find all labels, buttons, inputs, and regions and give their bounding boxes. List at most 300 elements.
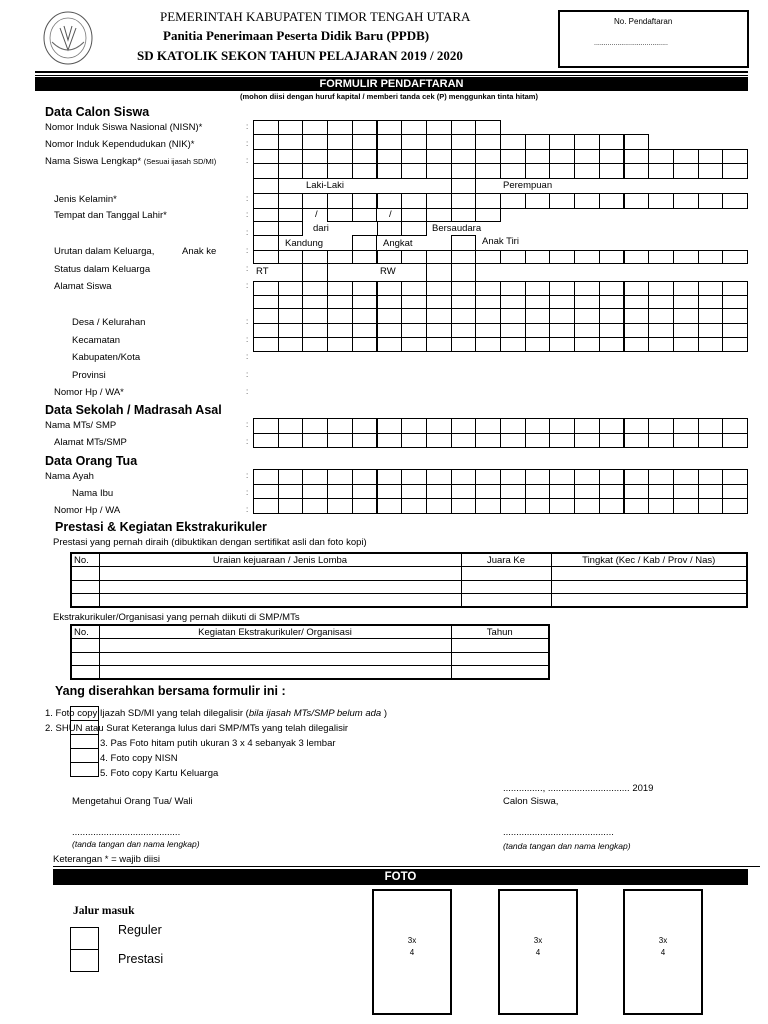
char-box-urutan[interactable] [278,250,304,264]
char-box-nisn[interactable] [475,120,501,135]
char-box-hp-ortu[interactable] [475,498,501,514]
char-box-kabupaten[interactable] [648,337,674,352]
char-box-kecamatan[interactable] [549,323,575,338]
char-box-nama-ibu[interactable] [426,484,452,499]
char-box-nama-ibu[interactable] [500,484,526,499]
char-box-hp-ortu[interactable] [673,498,699,514]
cell[interactable] [461,567,551,581]
char-box-nama-2[interactable] [574,163,600,179]
char-box-jenis-kelamin-extra[interactable] [722,193,748,209]
char-box-nama-ayah[interactable] [574,469,600,485]
char-box-nisn[interactable] [327,120,353,135]
cell[interactable] [551,567,747,581]
cell[interactable] [99,567,461,581]
char-box-kabupaten[interactable] [401,337,427,352]
char-box-alamat-sekolah[interactable] [624,433,650,448]
char-box-nisn[interactable] [377,120,403,135]
char-box-kabupaten[interactable] [451,337,477,352]
char-box-anak-ke[interactable] [377,221,403,236]
char-box-nama-2[interactable] [401,163,427,179]
char-box-alamat-2[interactable] [722,295,748,309]
table-row[interactable] [71,567,747,581]
char-box-nama-2[interactable] [624,163,650,179]
char-box-nama-sekolah[interactable] [500,418,526,434]
cell[interactable] [99,594,461,608]
char-box-jenis-kelamin[interactable] [253,178,279,194]
char-box-nik[interactable] [278,134,304,150]
char-box-anak-ke[interactable] [401,221,427,236]
char-box-status-keluarga[interactable] [352,235,378,251]
char-box-nama-1[interactable] [549,149,575,164]
char-box-hp-ortu[interactable] [327,498,353,514]
char-box-urutan[interactable] [525,250,551,264]
char-box-desa[interactable] [500,308,526,324]
char-box-nama-1[interactable] [352,149,378,164]
char-box-nama-ayah[interactable] [698,469,724,485]
char-box-nik[interactable] [327,134,353,150]
char-box-desa[interactable] [278,308,304,324]
char-box-nama-1[interactable] [574,149,600,164]
char-box-rt-rw[interactable] [426,263,452,282]
cell[interactable] [71,652,99,666]
char-box-alamat-sekolah[interactable] [352,433,378,448]
char-box-desa[interactable] [451,308,477,324]
char-box-desa[interactable] [253,308,279,324]
char-box-nik[interactable] [574,134,600,150]
char-box-jenis-kelamin-extra[interactable] [624,193,650,209]
char-box-urutan[interactable] [426,250,452,264]
char-box-desa[interactable] [377,308,403,324]
char-box-nama-ayah[interactable] [377,469,403,485]
char-box-alamat-2[interactable] [302,295,328,309]
char-box-nik[interactable] [352,134,378,150]
char-box-kabupaten[interactable] [327,337,353,352]
char-box-urutan[interactable] [401,250,427,264]
char-box-alamat-2[interactable] [475,295,501,309]
char-box-tanggal-lahir[interactable] [327,208,353,222]
cell[interactable] [71,567,99,581]
char-box-hp-ortu[interactable] [302,498,328,514]
char-box-anak-ke[interactable] [278,221,304,236]
char-box-desa[interactable] [401,308,427,324]
char-box-nisn[interactable] [451,120,477,135]
photo-box-1[interactable] [372,889,452,1015]
char-box-nama-sekolah[interactable] [327,418,353,434]
char-box-desa[interactable] [352,308,378,324]
signature-line-wali[interactable]: ......................................... [72,827,181,838]
char-box-urutan[interactable] [648,250,674,264]
char-box-kabupaten[interactable] [278,337,304,352]
cell[interactable] [451,652,549,666]
char-box-urutan[interactable] [475,250,501,264]
char-box-alamat-sekolah[interactable] [549,433,575,448]
char-box-nama-sekolah[interactable] [549,418,575,434]
char-box-nama-1[interactable] [451,149,477,164]
char-box-nama-sekolah[interactable] [401,418,427,434]
char-box-nama-ibu[interactable] [673,484,699,499]
char-box-nama-sekolah[interactable] [426,418,452,434]
char-box-alamat-2[interactable] [673,295,699,309]
char-box-nama-ibu[interactable] [302,484,328,499]
char-box-urutan[interactable] [574,250,600,264]
char-box-alamat-1[interactable] [377,281,403,296]
char-box-nama-2[interactable] [352,163,378,179]
char-box-hp-ortu[interactable] [500,498,526,514]
char-box-nama-sekolah[interactable] [599,418,625,434]
char-box-jenis-kelamin-extra[interactable] [574,193,600,209]
char-box-nama-ayah[interactable] [525,469,551,485]
char-box-nama-2[interactable] [648,163,674,179]
char-box-alamat-1[interactable] [253,281,279,296]
photo-box-2[interactable] [498,889,578,1015]
char-box-nama-1[interactable] [599,149,625,164]
char-box-jenis-kelamin-extra[interactable] [302,193,328,209]
char-box-kabupaten[interactable] [722,337,748,352]
char-box-jenis-kelamin-extra[interactable] [525,193,551,209]
char-box-alamat-1[interactable] [451,281,477,296]
char-box-rt-rw[interactable] [451,263,477,282]
char-box-jenis-kelamin-extra[interactable] [451,193,477,209]
char-box-desa[interactable] [673,308,699,324]
char-box-alamat-2[interactable] [698,295,724,309]
table-row[interactable] [71,639,549,653]
char-box-alamat-1[interactable] [599,281,625,296]
char-box-desa[interactable] [624,308,650,324]
char-box-alamat-1[interactable] [525,281,551,296]
signature-line-siswa[interactable]: .......................................... [503,827,614,838]
char-box-jenis-kelamin-extra[interactable] [599,193,625,209]
char-box-alamat-1[interactable] [352,281,378,296]
char-box-alamat-1[interactable] [278,281,304,296]
char-box-nik[interactable] [426,134,452,150]
char-box-alamat-sekolah[interactable] [401,433,427,448]
char-box-nama-2[interactable] [599,163,625,179]
char-box-alamat-2[interactable] [525,295,551,309]
char-box-desa[interactable] [722,308,748,324]
char-box-kecamatan[interactable] [624,323,650,338]
char-box-jenis-kelamin-extra[interactable] [253,193,279,209]
char-box-kabupaten[interactable] [475,337,501,352]
cell[interactable] [71,580,99,594]
char-box-kecamatan[interactable] [426,323,452,338]
char-box-kabupaten[interactable] [549,337,575,352]
char-box-nama-ibu[interactable] [327,484,353,499]
char-box-hp-ortu[interactable] [549,498,575,514]
cell[interactable] [99,666,451,680]
char-box-tanggal-lahir[interactable] [352,208,378,222]
char-box-nama-sekolah[interactable] [624,418,650,434]
char-box-nama-ayah[interactable] [278,469,304,485]
char-box-hp-ortu[interactable] [698,498,724,514]
char-box-alamat-sekolah[interactable] [426,433,452,448]
char-box-hp-ortu[interactable] [599,498,625,514]
char-box-kecamatan[interactable] [574,323,600,338]
char-box-kabupaten[interactable] [599,337,625,352]
char-box-tanggal-lahir[interactable] [475,208,501,222]
char-box-alamat-sekolah[interactable] [451,433,477,448]
char-box-nama-2[interactable] [377,163,403,179]
char-box-nama-ibu[interactable] [451,484,477,499]
char-box-jenis-kelamin-extra[interactable] [500,193,526,209]
char-box-kabupaten[interactable] [253,337,279,352]
char-box-alamat-sekolah[interactable] [278,433,304,448]
char-box-kabupaten[interactable] [500,337,526,352]
char-box-nama-2[interactable] [500,163,526,179]
char-box-jenis-kelamin-extra[interactable] [648,193,674,209]
cell[interactable] [461,594,551,608]
char-box-nama-ayah[interactable] [549,469,575,485]
char-box-jenis-kelamin-extra[interactable] [475,193,501,209]
cell[interactable] [461,580,551,594]
char-box-nama-1[interactable] [278,149,304,164]
char-box-nama-ibu[interactable] [722,484,748,499]
char-box-alamat-2[interactable] [500,295,526,309]
char-box-kecamatan[interactable] [648,323,674,338]
char-box-nama-1[interactable] [253,149,279,164]
char-box-urutan[interactable] [698,250,724,264]
char-box-kabupaten[interactable] [698,337,724,352]
char-box-jenis-kelamin-extra[interactable] [401,193,427,209]
char-box-kecamatan[interactable] [698,323,724,338]
char-box-nama-ayah[interactable] [352,469,378,485]
char-box-nama-2[interactable] [253,163,279,179]
char-box-urutan[interactable] [722,250,748,264]
char-box-nama-ayah[interactable] [327,469,353,485]
char-box-kecamatan[interactable] [278,323,304,338]
char-box-nama-ibu[interactable] [599,484,625,499]
cell[interactable] [451,639,549,653]
table-row[interactable] [71,594,747,608]
char-box-nama-ibu[interactable] [549,484,575,499]
char-box-hp-ortu[interactable] [525,498,551,514]
char-box-alamat-1[interactable] [426,281,452,296]
char-box-nama-1[interactable] [624,149,650,164]
char-box-urutan[interactable] [377,250,403,264]
char-box-jenis-kelamin-extra[interactable] [377,193,403,209]
char-box-nama-ayah[interactable] [451,469,477,485]
char-box-nama-sekolah[interactable] [722,418,748,434]
char-box-jenis-kelamin-extra[interactable] [278,193,304,209]
char-box-urutan[interactable] [624,250,650,264]
char-box-anak-ke[interactable] [253,221,279,236]
char-box-nik[interactable] [401,134,427,150]
char-box-nama-ibu[interactable] [352,484,378,499]
char-box-kecamatan[interactable] [599,323,625,338]
checkbox-item-5[interactable] [70,762,99,777]
char-box-alamat-1[interactable] [673,281,699,296]
char-box-nik[interactable] [599,134,625,150]
char-box-alamat-1[interactable] [475,281,501,296]
char-box-nama-sekolah[interactable] [648,418,674,434]
char-box-tanggal-lahir[interactable] [278,208,304,222]
char-box-nama-2[interactable] [525,163,551,179]
char-box-nama-1[interactable] [648,149,674,164]
char-box-alamat-2[interactable] [401,295,427,309]
checkbox-item-1[interactable] [70,706,99,721]
char-box-nik[interactable] [475,134,501,150]
char-box-nama-ibu[interactable] [278,484,304,499]
char-box-nama-sekolah[interactable] [278,418,304,434]
char-box-nama-sekolah[interactable] [352,418,378,434]
char-box-hp-ortu[interactable] [278,498,304,514]
char-box-nama-ibu[interactable] [698,484,724,499]
char-box-jenis-kelamin-extra[interactable] [327,193,353,209]
char-box-kecamatan[interactable] [253,323,279,338]
char-box-nama-ayah[interactable] [673,469,699,485]
photo-box-3[interactable] [623,889,703,1015]
char-box-alamat-1[interactable] [574,281,600,296]
char-box-alamat-sekolah[interactable] [475,433,501,448]
char-box-hp-ortu[interactable] [648,498,674,514]
char-box-nama-ibu[interactable] [377,484,403,499]
char-box-jenis-kelamin-extra[interactable] [352,193,378,209]
char-box-nama-2[interactable] [327,163,353,179]
char-box-jenis-kelamin[interactable] [451,178,477,194]
char-box-nama-ibu[interactable] [574,484,600,499]
cell[interactable] [451,666,549,680]
char-box-nama-ibu[interactable] [648,484,674,499]
char-box-nama-sekolah[interactable] [451,418,477,434]
char-box-nisn[interactable] [253,120,279,135]
char-box-kabupaten[interactable] [574,337,600,352]
char-box-nama-2[interactable] [549,163,575,179]
char-box-nama-ayah[interactable] [500,469,526,485]
char-box-nama-ayah[interactable] [426,469,452,485]
char-box-nama-ibu[interactable] [401,484,427,499]
checkbox-reguler[interactable] [70,927,99,950]
char-box-desa[interactable] [574,308,600,324]
char-box-nama-ayah[interactable] [302,469,328,485]
char-box-nama-1[interactable] [426,149,452,164]
char-box-nisn[interactable] [401,120,427,135]
char-box-alamat-1[interactable] [722,281,748,296]
char-box-kabupaten[interactable] [352,337,378,352]
char-box-rt-rw[interactable] [302,263,328,282]
checkbox-item-3[interactable] [70,734,99,749]
char-box-nisn[interactable] [278,120,304,135]
char-box-jenis-kelamin-extra[interactable] [549,193,575,209]
char-box-kabupaten[interactable] [673,337,699,352]
char-box-alamat-sekolah[interactable] [722,433,748,448]
char-box-nama-1[interactable] [500,149,526,164]
char-box-nama-sekolah[interactable] [525,418,551,434]
char-box-nama-2[interactable] [475,163,501,179]
registration-number-box[interactable] [558,10,749,68]
char-box-nama-ibu[interactable] [624,484,650,499]
char-box-nama-2[interactable] [278,163,304,179]
char-box-alamat-2[interactable] [648,295,674,309]
char-box-nama-ayah[interactable] [648,469,674,485]
char-box-nisn[interactable] [352,120,378,135]
char-box-alamat-2[interactable] [574,295,600,309]
char-box-nama-ibu[interactable] [525,484,551,499]
char-box-kecamatan[interactable] [722,323,748,338]
char-box-alamat-sekolah[interactable] [302,433,328,448]
char-box-kecamatan[interactable] [401,323,427,338]
char-box-nama-2[interactable] [722,163,748,179]
char-box-nama-1[interactable] [327,149,353,164]
char-box-hp-ortu[interactable] [451,498,477,514]
char-box-hp-ortu[interactable] [574,498,600,514]
char-box-urutan[interactable] [302,250,328,264]
char-box-alamat-1[interactable] [302,281,328,296]
char-box-kecamatan[interactable] [525,323,551,338]
checkbox-item-2[interactable] [70,720,99,735]
char-box-urutan[interactable] [500,250,526,264]
char-box-nik[interactable] [549,134,575,150]
cell[interactable] [551,580,747,594]
char-box-nama-sekolah[interactable] [253,418,279,434]
char-box-nama-ibu[interactable] [253,484,279,499]
cell[interactable] [99,652,451,666]
char-box-alamat-1[interactable] [500,281,526,296]
char-box-desa[interactable] [327,308,353,324]
char-box-nik[interactable] [525,134,551,150]
char-box-alamat-1[interactable] [327,281,353,296]
cell[interactable] [99,580,461,594]
char-box-nama-1[interactable] [673,149,699,164]
char-box-kabupaten[interactable] [302,337,328,352]
char-box-nama-sekolah[interactable] [673,418,699,434]
table-row[interactable] [71,652,549,666]
char-box-desa[interactable] [599,308,625,324]
char-box-alamat-2[interactable] [253,295,279,309]
char-box-jenis-kelamin-extra[interactable] [673,193,699,209]
char-box-alamat-2[interactable] [599,295,625,309]
char-box-nik[interactable] [253,134,279,150]
char-box-alamat-2[interactable] [377,295,403,309]
char-box-nama-1[interactable] [475,149,501,164]
char-box-kabupaten[interactable] [624,337,650,352]
char-box-kecamatan[interactable] [673,323,699,338]
char-box-alamat-sekolah[interactable] [574,433,600,448]
cell[interactable] [551,594,747,608]
char-box-alamat-2[interactable] [426,295,452,309]
char-box-nik[interactable] [302,134,328,150]
char-box-alamat-2[interactable] [278,295,304,309]
char-box-hp-ortu[interactable] [352,498,378,514]
char-box-alamat-sekolah[interactable] [327,433,353,448]
char-box-nama-1[interactable] [377,149,403,164]
char-box-nama-sekolah[interactable] [574,418,600,434]
char-box-jenis-kelamin-extra[interactable] [698,193,724,209]
char-box-tanggal-lahir[interactable] [451,208,477,222]
char-box-nama-ayah[interactable] [253,469,279,485]
char-box-urutan[interactable] [451,250,477,264]
char-box-nik[interactable] [624,134,650,150]
char-box-nik[interactable] [500,134,526,150]
checkbox-item-4[interactable] [70,748,99,763]
char-box-alamat-1[interactable] [549,281,575,296]
char-box-alamat-1[interactable] [698,281,724,296]
char-box-nama-ayah[interactable] [624,469,650,485]
char-box-nama-ibu[interactable] [475,484,501,499]
char-box-kabupaten[interactable] [426,337,452,352]
char-box-nama-1[interactable] [302,149,328,164]
char-box-hp-ortu[interactable] [377,498,403,514]
char-box-kecamatan[interactable] [377,323,403,338]
char-box-alamat-2[interactable] [624,295,650,309]
char-box-nama-ayah[interactable] [475,469,501,485]
char-box-alamat-2[interactable] [327,295,353,309]
char-box-nama-2[interactable] [451,163,477,179]
char-box-nama-2[interactable] [698,163,724,179]
char-box-alamat-2[interactable] [352,295,378,309]
char-box-desa[interactable] [648,308,674,324]
char-box-hp-ortu[interactable] [253,498,279,514]
char-box-alamat-sekolah[interactable] [648,433,674,448]
cell[interactable] [71,666,99,680]
